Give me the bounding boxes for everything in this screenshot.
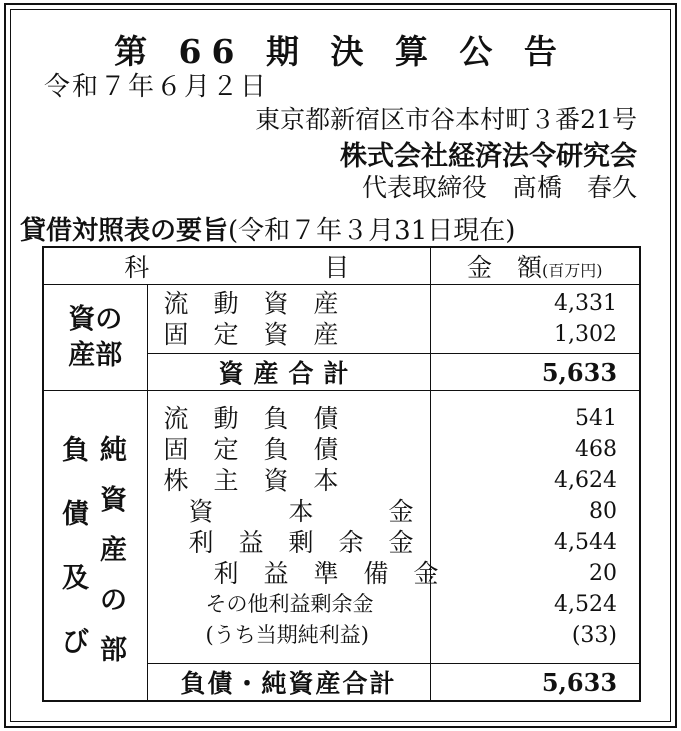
notice-date: 令和７年６月２日 [44,72,269,102]
list-item: 固 定 負 債 [163,435,339,465]
assets-items [147,285,430,354]
header-amount-label: 金 額 [467,253,543,282]
liabilities-total-label: 負債・純資産合計 [147,664,430,702]
assets-category-line1: 資の [68,304,123,336]
section-heading [20,210,515,247]
item-value: 20 [589,561,618,587]
company-address: 東京都新宿区市谷本村町３番21号 [255,105,637,134]
category-char: 部 [100,634,127,666]
representative: 代表取締役 髙橋 春久 [361,173,637,202]
item-value: 541 [575,406,618,432]
assets-total-label: 資産合計 [147,354,430,391]
item-value: 4,624 [554,468,618,494]
item-value: (33) [571,623,618,649]
category-char: 債 [62,498,89,530]
notice-title: 第 66 期 決 算 公 告 [114,32,567,71]
header-unit: (百万円) [542,261,603,280]
list-item: その他利益剰余金 [163,592,374,617]
item-value: 1,302 [554,322,618,348]
liabilities-total-value: 5,633 [430,664,640,702]
list-item: (うち当期純利益) [163,623,369,648]
heading-main: 貸借対照表の要旨 [20,216,229,246]
assets-values [430,285,640,354]
liabilities-items-row [43,391,640,664]
list-item: 利 益 剰 余 金 [163,528,414,558]
category-char: の [100,584,127,616]
category-char: 及 [62,562,89,594]
liabilities-category-col2 [100,434,127,687]
list-item: 資 本 金 [163,497,414,527]
header-amount [430,247,640,285]
category-char: び [62,626,89,658]
list-item: 株 主 資 本 [163,466,339,496]
balance-sheet-table [42,246,641,702]
category-char: 純 [100,434,127,466]
assets-category [43,285,147,391]
assets-total-value: 5,633 [430,354,640,391]
liabilities-items [147,391,439,664]
item-value: 468 [575,437,618,463]
category-char: 負 [62,434,89,466]
item-value: 4,524 [554,592,618,618]
list-item: 流 動 資 産 [163,289,339,319]
company-name: 株式会社経済法令研究会 [340,141,637,172]
category-char: 産 [100,534,127,566]
heading-period: (令和７年３月31日現在) [228,216,516,246]
assets-items-row [43,285,640,354]
list-item: 利 益 準 備 金 [163,559,439,589]
liabilities-category-col1 [62,434,89,693]
liabilities-values [430,391,640,664]
item-value: 4,544 [554,530,618,556]
list-item: 固 定 資 産 [163,320,339,350]
item-value: 80 [589,499,618,525]
list-item: 流 動 負 債 [163,404,339,434]
category-char: 資 [100,484,127,516]
header-subject: 科 目 [43,247,430,285]
assets-category-line2: 産部 [68,339,123,371]
liabilities-category [43,391,147,701]
item-value: 4,331 [554,291,618,317]
table-header-row [43,247,640,285]
